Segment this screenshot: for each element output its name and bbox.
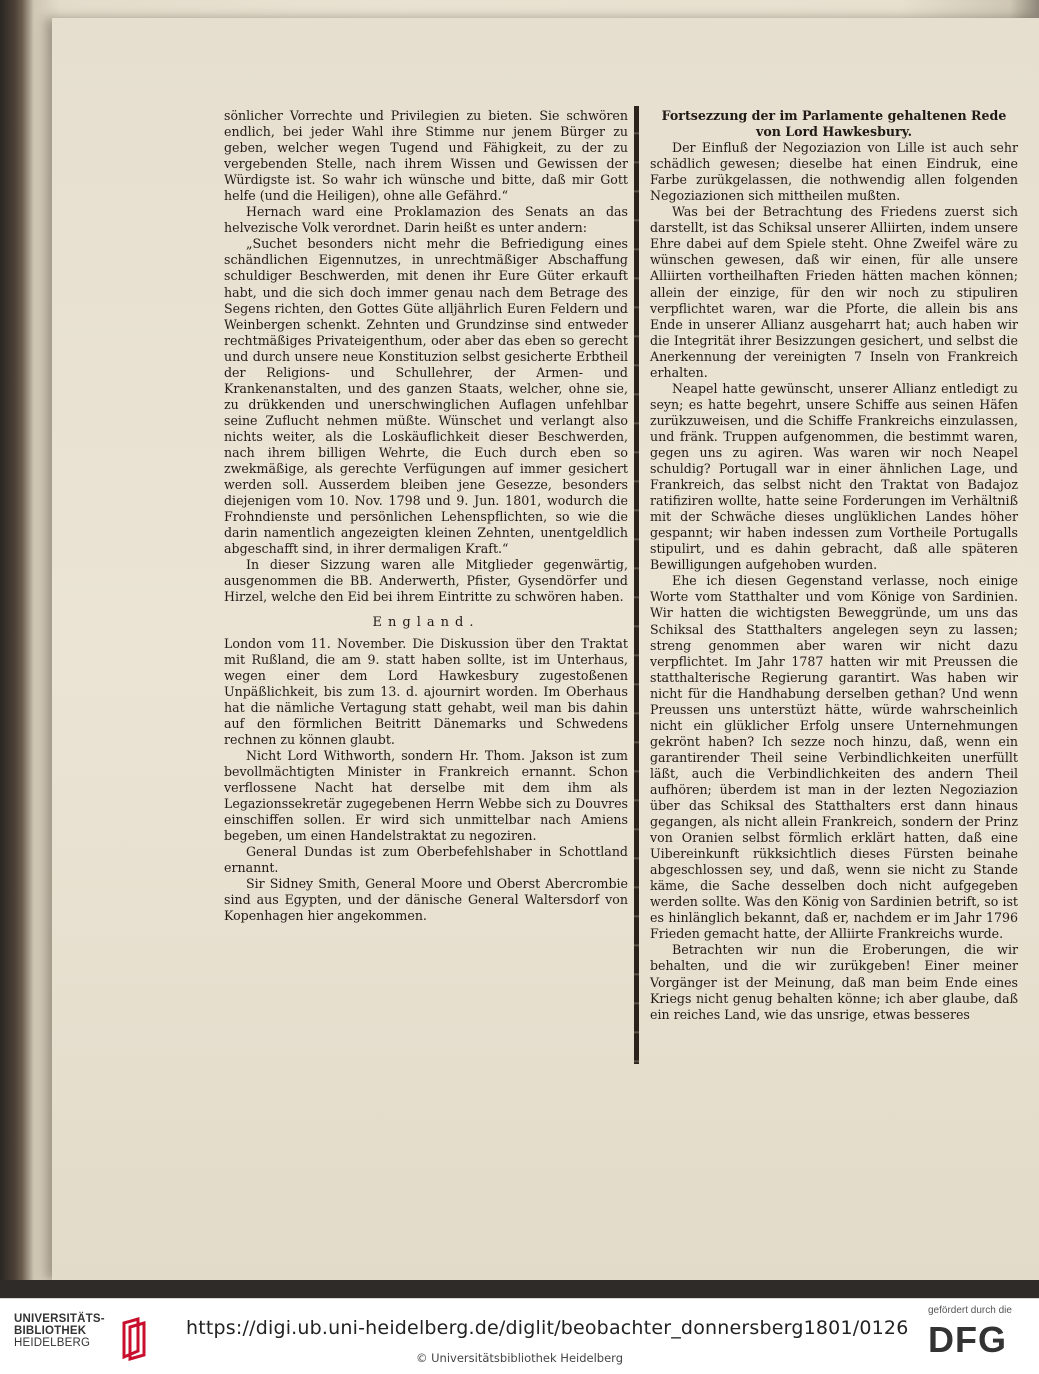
left-paragraph-7: General Dundas ist zum Oberbefehlshaber in Schottland ernannt. [224, 844, 628, 876]
left-paragraph-1: sönlicher Vorrechte und Privilegien zu bieten. Sie schwören endlich, bei jeder Wahl ihre Stimme nur jenem Bürger zu geben, welcher wegen Tugend und Fähigkeit, zu der zu vergebenden Stelle, nach ihrem Wissen und Gewissen der Würdigste ist. So wahr ich wünsche und bitte, daß mir Gott helfe (und die Heiligen), ohne alle Gefährd.“ [224, 108, 628, 204]
right-paragraph-2: Was bei der Betrachtung des Friedens zuerst sich darstellt, ist das Schiksal unserer Alliirten, indem unsere Ehre dabei auf dem Spiele steht. Ohne Zweifel wäre zu wünschen gewesen, daß wir einen, für alle unsere Alliirten vortheilhaften Frieden hätten machen können; allein der einzige, für den wir noch zu stipuliren verpflichtet waren, war die Pforte, die allein bis ans Ende in unserer Allianz ausgeharrt hat; auch haben wir die Integrität ihrer Besizzungen gesichert, und selbst die Anerkennung der vereinigten 7 Inseln von Frankreich erhalten. [650, 204, 1018, 380]
library-name-line-3: HEIDELBERG [14, 1337, 91, 1349]
left-paragraph-2: Hernach ward eine Proklamazion des Senats an das helvezische Volk verordnet. Darin heißt es unter andern: [224, 204, 628, 236]
right-text-column [650, 108, 1018, 1023]
column-divider-rule [634, 106, 639, 1064]
left-text-column [224, 108, 628, 924]
left-paragraph-3: „Suchet besonders nicht mehr die Befriedigung eines schändlichen Eigennutzes, in unrechtmäßiger Abschaffung schuldiger Beschwerden, mit denen ihr Eure Güter erkauft habt, und die sich doch immer genau nach dem Betrage des Segens richten, den Gottes Güte alljährlich Euren Feldern und Weinbergen schenkt. Zehnten und Grundzinse sind entweder rechtmäßiges Privateigenthum, oder aber das eben so gerecht und durch unsere neue Konstituzion selbst gesicherte Erbtheil der Religions- und Schullehrer, der Armen- und Krankenanstalten, und des ganzen Staats, welcher, ohne sie, zu drükkenden und unerschwinglichen Auflagen unfehlbar seine Zuflucht nehmen müßte. Wünschet und verlangt also nichts weiter, als die Loskäuflichkeit dieser Beschwerden, nach ihrem billigen Wehrte, die Euch durch eben so zwekmäßige, als gerechte Verfügungen auf immer gesichert werden soll. Ausserdem bleiben jene Gesezze, besonders diejenigen vom 10. Nov. 1798 und 9. Jun. 1801, wodurch die Frohndienste und persönlichen Lehenspflichten, so wie die darin namentlich angezeigten kleinen Zehnten, unentgeldlich abgeschafft sind, in ihrer dermaligen Kraft.“ [224, 236, 628, 557]
dfg-funding-block[interactable] [928, 1305, 1028, 1369]
library-name-line-2: BIBLIOTHEK [14, 1325, 87, 1337]
viewer-footer [0, 1298, 1039, 1374]
dfg-logo: DFG [928, 1319, 1007, 1360]
permalink-url[interactable]: https://digi.ub.uni-heidelberg.de/diglit/beobachter_donnersberg1801/0126 [186, 1317, 909, 1339]
book-edge [0, 1280, 1039, 1298]
right-paragraph-1: Der Einfluß der Negoziazion von Lille ist auch sehr schädlich gewesen; dieselbe hat einen Eindruk, eine Farbe zurükgelassen, die nothwendig allen folgenden Negoziazionen sich mittheilen mußten. [650, 140, 1018, 204]
right-paragraph-3: Neapel hatte gewünscht, unserer Allianz entledigt zu seyn; es hatte begehrt, unsere Schiffe aus seinen Häfen zurükzuweisen, und die Schiffe Frankreichs einzulassen, und fränk. Truppen aufgenommen, die bestimmt waren, gegen uns zu agiren. Was waren wir noch Neapel schuldig? Portugall war in einer ähnlichen Lage, und Frankreich, das selbst nicht den Traktat von Badajoz ratifiziren wollte, hatte seine Forderungen im Verhältniß mit der Schwäche dieses unglüklichen Landes höher gespannt; wir haben indessen zum Vortheile Portugalls stipulirt, und es dahin gebracht, daß alle späteren Bewilligungen aufgehoben wurden. [650, 380, 1018, 573]
library-name-line-1: UNIVERSITÄTS- [14, 1313, 105, 1325]
left-paragraph-6: Nicht Lord Withworth, sondern Hr. Thom. Jakson ist zum bevollmächtigten Minister in Frankreich ernannt. Schon verflossene Nacht hat derselbe mit dem ihm als Legazionssekretär zugegebenen Herrn Webbe sich zu Douvres einschiffen sollen. Er wird sich unmittelbar nach Amiens begeben, um einen Handelstraktat zu negoziren. [224, 747, 628, 844]
left-paragraph-8: Sir Sidney Smith, General Moore und Oberst Abercrombie sind aus Egypten, und der dänische General Waltersdorf von Kopenhagen hier angekommen. [224, 876, 628, 924]
section-heading-england: England. [372, 615, 480, 631]
left-paragraph-4: In dieser Sizzung waren alle Mitglieder gegenwärtig, ausgenommen die BB. Anderwerth, Pfister, Gysendörfer und Hirzel, welche den Eid bei ihrem Eintritte zu schwören haben. [224, 557, 628, 605]
right-paragraph-4: Ehe ich diesen Gegenstand verlasse, noch einige Worte vom Statthalter und vom Könige von Sardinien. Wir hatten die wichtigsten Beweggründe, um uns das Schiksal des Statthalters angelegen seyn zu lassen; streng genommen aber waren wir nicht dazu verpflichtet. Im Jahr 1787 hatten wir mit Preussen die statthalterische Regierung garantirt. Was haben wir nicht für die Handhabung derselben gethan? Und wenn Preussen uns unterstüzt hätte, würde wahrscheinlich nicht ein glüklicher Erfolg unsere Unternehmungen gekrönt haben? Ich sezze noch hinzu, daß, wenn ein garantirender Theil seine Verbindlichkeiten unerfüllt läßt, auch die Verbindlichkeiten des andern Theil aufhören; überdem ist man in der lezten Negoziazion über das Schiksal des Statthalters erst dann hinaus gegangen, als nicht allein Frankreich, sondern der Prinz von Oranien selbst förmlich erklärt hatten, daß eine Uibereinkunft rükksichtlich dieses Fürsten beinahe abgeschlossen sey, und daß, wenn sie nicht zu Stande käme, die Sache desselben doch nicht aufgegeben werden sollte. Was den König von Sardinien betrift, so ist es hinlänglich bekannt, daß er, nachdem er im Jahr 1796 Frieden gemacht hatte, der Alliirte Frankreichs wurde. [650, 573, 1018, 942]
left-paragraph-5: London vom 11. November. Die Diskussion über den Traktat mit Rußland, die am 9. statt haben sollte, ist im Unterhaus, wegen einer dem Lord Hawkesbury zugestoßenen Unpäßlichkeit, bis zum 13. d. ajournirt worden. Im Oberhaus hat die nämliche Vertagung statt gehabt, weil man bis dahin auf den förmlichen Beitritt Dänemarks und Schwedens rechnen zu können glaubt. [224, 635, 628, 747]
article-title: Fortsezzung der im Parlamente gehaltenen Rede von Lord Hawkesbury. [661, 108, 1007, 140]
right-paragraph-5: Betrachten wir nun die Eroberungen, die wir behalten, und die wir zurükgeben! Einer meiner Vorgänger ist der Meinung, daß man beim Ende eines Kriegs nicht genug behalten könne; ich aber glaube, daß ein reiches Land, wie das unsrige, etwas besseres [650, 942, 1018, 1022]
copyright-notice: © Universitätsbibliothek Heidelberg [415, 1351, 623, 1365]
dfg-caption: gefördert durch die [928, 1305, 1012, 1316]
